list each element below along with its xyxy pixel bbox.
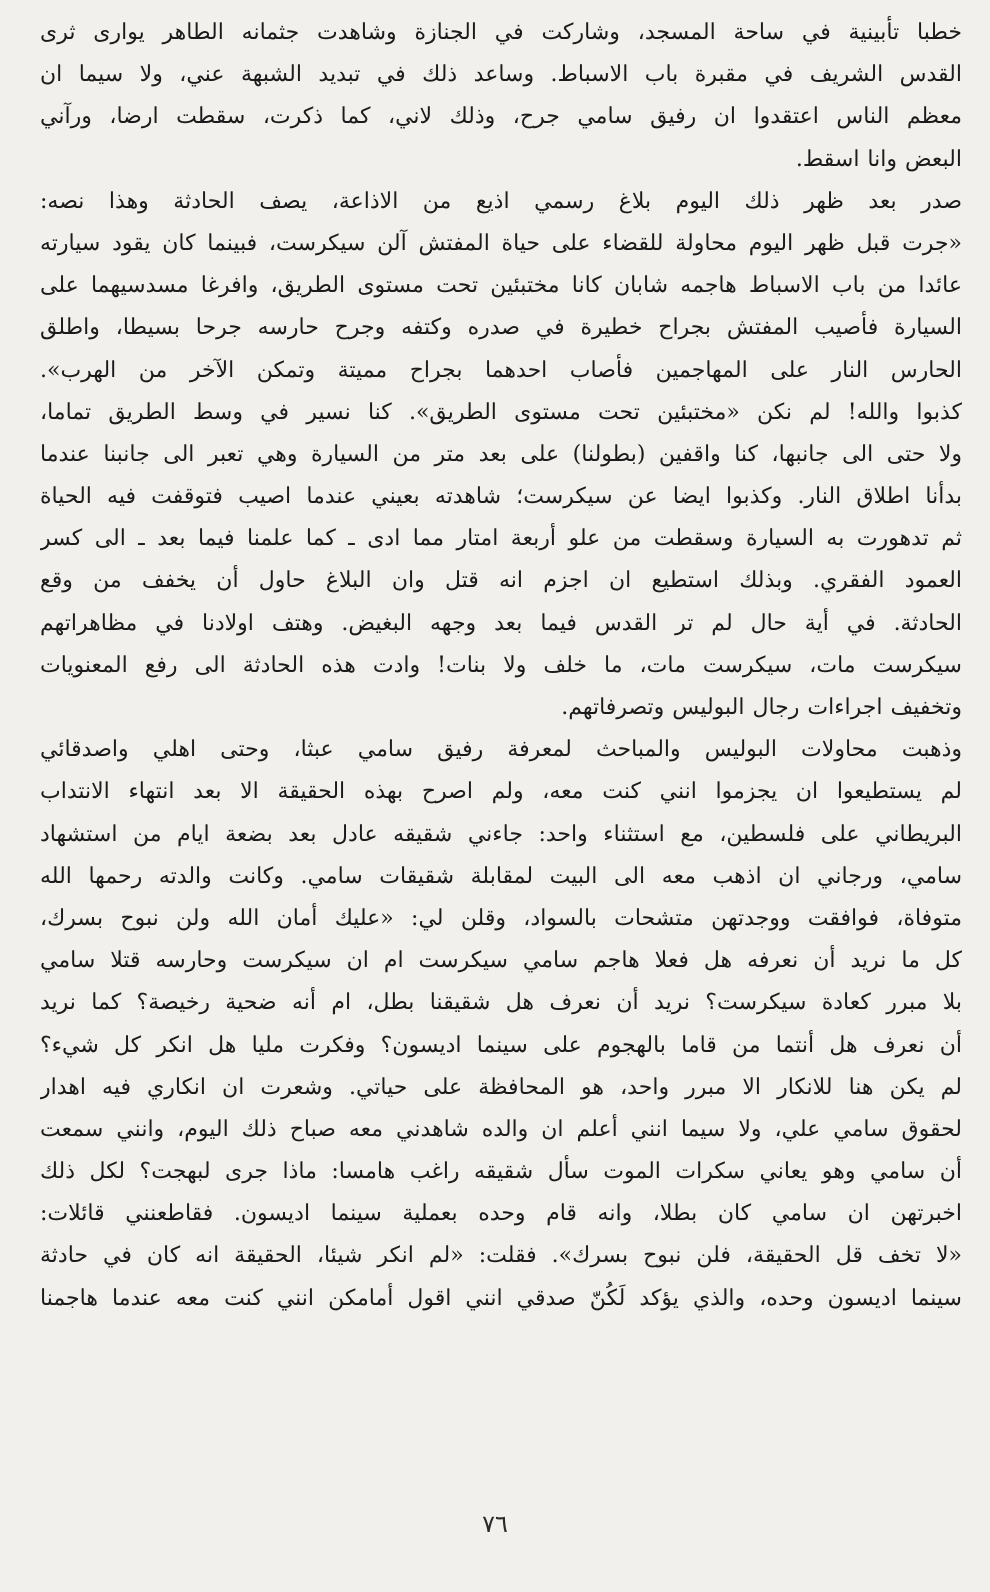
text-line: كل ما نريد أن نعرفه هل فعلا هاجم سامي سيكرست ام ان سيكرست وحارسه قتلا سامي	[40, 948, 962, 974]
text-line: ولا حتى الى جانبها، كنا واقفين (بطولنا) على بعد متر من السيارة وهي تعبر الى جانبنا عندما	[40, 441, 962, 467]
text-line: وذهبت محاولات البوليس والمباحث لمعرفة رفيق سامي عبثا، وحتى اهلي واصدقائي	[40, 737, 962, 763]
body-text	[40, 12, 962, 1320]
text-line: السيارة فأصيب المفتش بجراح خطيرة في صدره وكتفه وجرح حارسه جرحا بسيطا، واطلق	[40, 315, 962, 341]
text-line: الحادثة. في أية حال لم تر القدس فيما بعد وجهه البغيض. وهتف اولادنا في مظاهراتهم	[40, 610, 962, 636]
text-line: «لا تخف قل الحقيقة، فلن نبوح بسرك». فقلت: «لم انكر شيئا، الحقيقة انه كان في حادثة	[40, 1243, 962, 1269]
text-line: اخبرتهن ان سامي كان بطلا، وانه قام وحده بعملية سينما اديسون. فقاطعنني قائلات:	[40, 1201, 962, 1227]
text-line: خطبا تأبينية في ساحة المسجد، وشاركت في الجنازة وشاهدت جثمانه الطاهر يوارى ثرى	[40, 20, 962, 45]
text-line: البريطاني على فلسطين، مع استثناء واحد: جاءني شقيقه عادل بعد بضعة ايام من استشهاد	[40, 821, 962, 847]
text-line: سيكرست مات، سيكرست مات، ما خلف ولا بنات! وادت هذه الحادثة الى رفع المعنويات	[40, 652, 962, 678]
text-line: ثم تدهورت به السيارة وسقطت من علو أربعة امتار مما ادى ـ كما علمنا فيما بعد ـ الى كسر	[40, 526, 962, 552]
text-line: لم يستطيعوا ان يجزموا انني كنت معه، ولم اصرح بهذه الحقيقة الا بعد انتهاء الانتداب	[40, 779, 962, 805]
text-line: العمود الفقري. وبذلك استطيع ان اجزم انه قتل وان البلاغ حاول أن يخفف من وقع	[40, 568, 962, 594]
text-line: «جرت قبل ظهر اليوم محاولة للقضاء على حياة المفتش آلن سيكرست، فبينما كان يقود سيارته	[40, 230, 962, 256]
text-line: سينما اديسون وحده، والذي يؤكد لَكُنّ صدقي انني اقول أمامكن انني كنت معه عندما هاجمنا	[40, 1285, 962, 1311]
text-line: سامي، ورجاني ان اذهب معه الى البيت لمقابلة شقيقات سامي. وكانت والدته رحمها الله	[40, 863, 962, 889]
text-line: البعض وانا اسقط.	[795, 146, 962, 172]
text-line: وتخفيف اجراءات رجال البوليس وتصرفاتهم.	[561, 695, 962, 720]
text-line: بلا مبرر كعادة سيكرست؟ نريد أن نعرف هل شقيقنا بطل، ام أنه ضحية رخيصة؟ كما نريد	[40, 990, 962, 1016]
text-line: لحقوق سامي علي، ولا سيما انني أعلم ان والده شاهدني معه صباح ذلك اليوم، وانني سمعت	[40, 1116, 962, 1142]
text-line: عائدا من باب الاسباط هاجمه شابان كانا مختبئين تحت مستوى الطريق، وافرغا مسدسيهما على	[40, 273, 962, 299]
text-line: معظم الناس اعتقدوا ان رفيق سامي جرح، وذلك لاني، كما ذكرت، سقطت ارضا، ورآني	[40, 104, 962, 130]
text-line: أن سامي وهو يعاني سكرات الموت سأل شقيقه راغب هامسا: ماذا جرى لبهجت؟ لكل ذلك	[40, 1159, 962, 1185]
text-line: لم يكن هنا للانكار الا مبرر واحد، هو المحافظة على حياتي. وشعرت ان انكاري فيه اهدار	[40, 1074, 962, 1100]
text-line: متوفاة، فوافقت ووجدتهن متشحات بالسواد، وقلن لي: «عليك أمان الله ولن نبوح بسرك،	[40, 905, 962, 931]
text-line: بدأنا اطلاق النار. وكذبوا ايضا عن سيكرست؛ شاهدته بعيني عندما اصيب فتوقفت فيه الحياة	[40, 484, 962, 510]
page-number: ٧٦	[482, 1510, 508, 1538]
text-line: الحارس النار على المهاجمين فأصاب احدهما بجراح مميتة وتمكن الآخر من الهرب».	[40, 357, 962, 383]
text-line: القدس الشريف في مقبرة باب الاسباط. وساعد ذلك في تبديد الشبهة عني، ولا سيما ان	[40, 62, 962, 88]
text-line: صدر بعد ظهر ذلك اليوم بلاغ رسمي اذيع من الاذاعة، يصف الحادثة وهذا نصه:	[40, 188, 962, 214]
text-line: كذبوا والله! لم نكن «مختبئين تحت مستوى الطريق». كنا نسير في وسط الطريق تماما،	[40, 399, 962, 425]
text-line: أن نعرف هل أنتما من قاما بالهجوم على سينما اديسون؟ وفكرت مليا هل انكر كل شيء؟	[40, 1032, 962, 1058]
